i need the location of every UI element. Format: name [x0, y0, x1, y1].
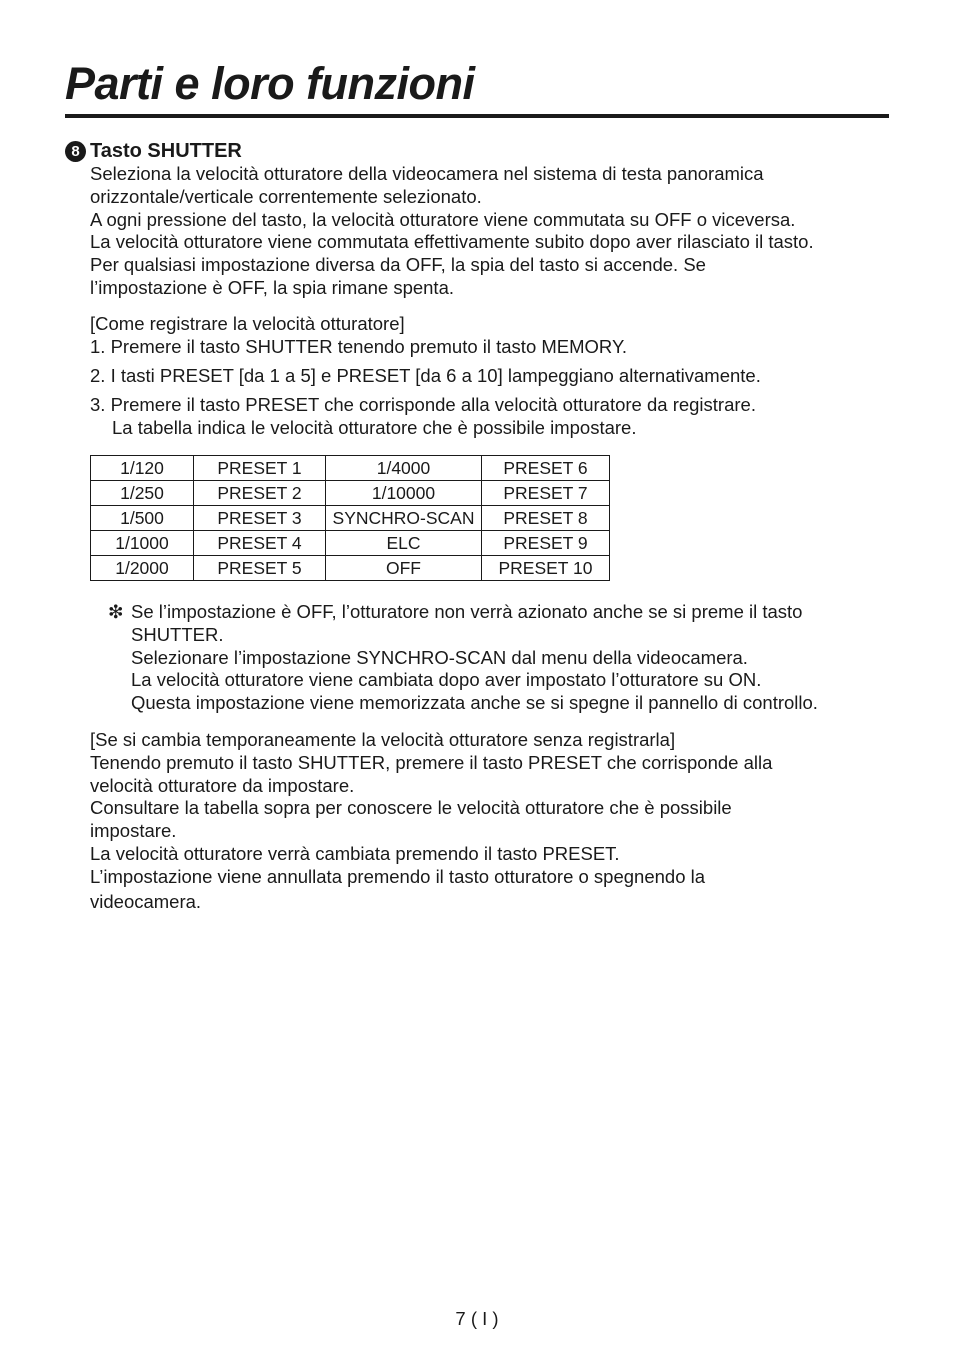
register-step-3-line: La tabella indica le velocità otturatore che è possibile impostare.	[112, 416, 637, 438]
table-cell: 1/250	[91, 481, 194, 506]
table-cell: PRESET 7	[482, 481, 610, 506]
register-step-1: 1. Premere il tasto SHUTTER tenendo premuto il tasto MEMORY.	[90, 336, 628, 357]
intro-paragraph	[90, 163, 900, 300]
intro-line: La velocità otturatore viene commutata effettivamente subito dopo aver rilasciato il tasto.	[90, 231, 814, 253]
table-cell: PRESET 4	[194, 531, 326, 556]
title-divider	[65, 114, 889, 118]
table-cell: PRESET 3	[194, 506, 326, 531]
table-row	[91, 481, 610, 506]
table-cell: 1/120	[91, 456, 194, 481]
register-step-3-line: 3. Premere il tasto PRESET che corrisponde alla velocità otturatore da registrare.	[90, 394, 756, 415]
temporary-line: L’impostazione viene annullata premendo il tasto otturatore o spegnendo la	[90, 865, 706, 887]
table-cell: 1/500	[91, 506, 194, 531]
register-step-3	[90, 394, 890, 440]
table-cell: 1/10000	[326, 481, 482, 506]
table-cell: 1/4000	[326, 456, 482, 481]
register-heading: [Come registrare la velocità otturatore]	[90, 313, 405, 334]
temporary-line: videocamera.	[90, 890, 202, 912]
table-row	[91, 506, 610, 531]
table-cell: PRESET 8	[482, 506, 610, 531]
table-cell: OFF	[326, 556, 482, 581]
table-row	[91, 456, 610, 481]
intro-line: Seleziona la velocità otturatore della videocamera nel sistema di testa panoramica	[90, 163, 764, 184]
note-line: Questa impostazione viene memorizzata anche se si spegne il pannello di controllo.	[131, 692, 818, 714]
table-cell: PRESET 1	[194, 456, 326, 481]
shutter-speed-table	[90, 455, 610, 581]
table-cell: PRESET 2	[194, 481, 326, 506]
note-line: La velocità otturatore viene cambiata dopo aver impostato l’otturatore su ON.	[131, 669, 762, 691]
section-heading-text: Tasto SHUTTER	[90, 140, 242, 162]
note-line: SHUTTER.	[131, 623, 224, 645]
note-line: Se l’impostazione è OFF, l’otturatore non verrà azionato anche se si preme il tasto	[131, 601, 803, 622]
temporary-line: velocità otturatore da impostare.	[90, 774, 355, 796]
note-block	[108, 601, 908, 715]
page-title: Parti e loro funzioni	[65, 58, 475, 109]
table-cell: PRESET 5	[194, 556, 326, 581]
table-cell: 1/2000	[91, 556, 194, 581]
intro-line: l’impostazione è OFF, la spia rimane spenta.	[90, 276, 455, 298]
temporary-line: impostare.	[90, 820, 177, 842]
intro-line: A ogni pressione del tasto, la velocità otturatore viene commutata su OFF o viceversa.	[90, 208, 796, 230]
table-cell: PRESET 10	[482, 556, 610, 581]
temporary-line: [Se si cambia temporaneamente la velocità otturatore senza registrarla]	[90, 729, 676, 750]
register-step-2: 2. I tasti PRESET [da 1 a 5] e PRESET [da 6 a 10] lampeggiano alternativamente.	[90, 365, 761, 386]
table-cell: SYNCHRO-SCAN	[326, 506, 482, 531]
intro-line: orizzontale/verticale correntemente selezionato.	[90, 185, 482, 207]
page-number: 7 ( I )	[455, 1308, 499, 1329]
section-heading	[65, 138, 242, 164]
temporary-change-paragraph	[90, 729, 900, 913]
table-row	[91, 531, 610, 556]
table-cell: PRESET 9	[482, 531, 610, 556]
table-cell: ELC	[326, 531, 482, 556]
note-line: Selezionare l’impostazione SYNCHRO-SCAN dal menu della videocamera.	[131, 646, 748, 668]
note-asterisk-icon: ❇	[108, 601, 124, 622]
table-cell: PRESET 6	[482, 456, 610, 481]
temporary-line: Tenendo premuto il tasto SHUTTER, premere il tasto PRESET che corrisponde alla	[90, 751, 773, 773]
intro-line: Per qualsiasi impostazione diversa da OFF, la spia del tasto si accende. Se	[90, 254, 706, 276]
table-cell: 1/1000	[91, 531, 194, 556]
table-row	[91, 556, 610, 581]
section-number-badge: 8	[65, 141, 86, 162]
temporary-line: Consultare la tabella sopra per conoscere le velocità otturatore che è possibile	[90, 797, 732, 819]
temporary-line: La velocità otturatore verrà cambiata premendo il tasto PRESET.	[90, 842, 620, 864]
